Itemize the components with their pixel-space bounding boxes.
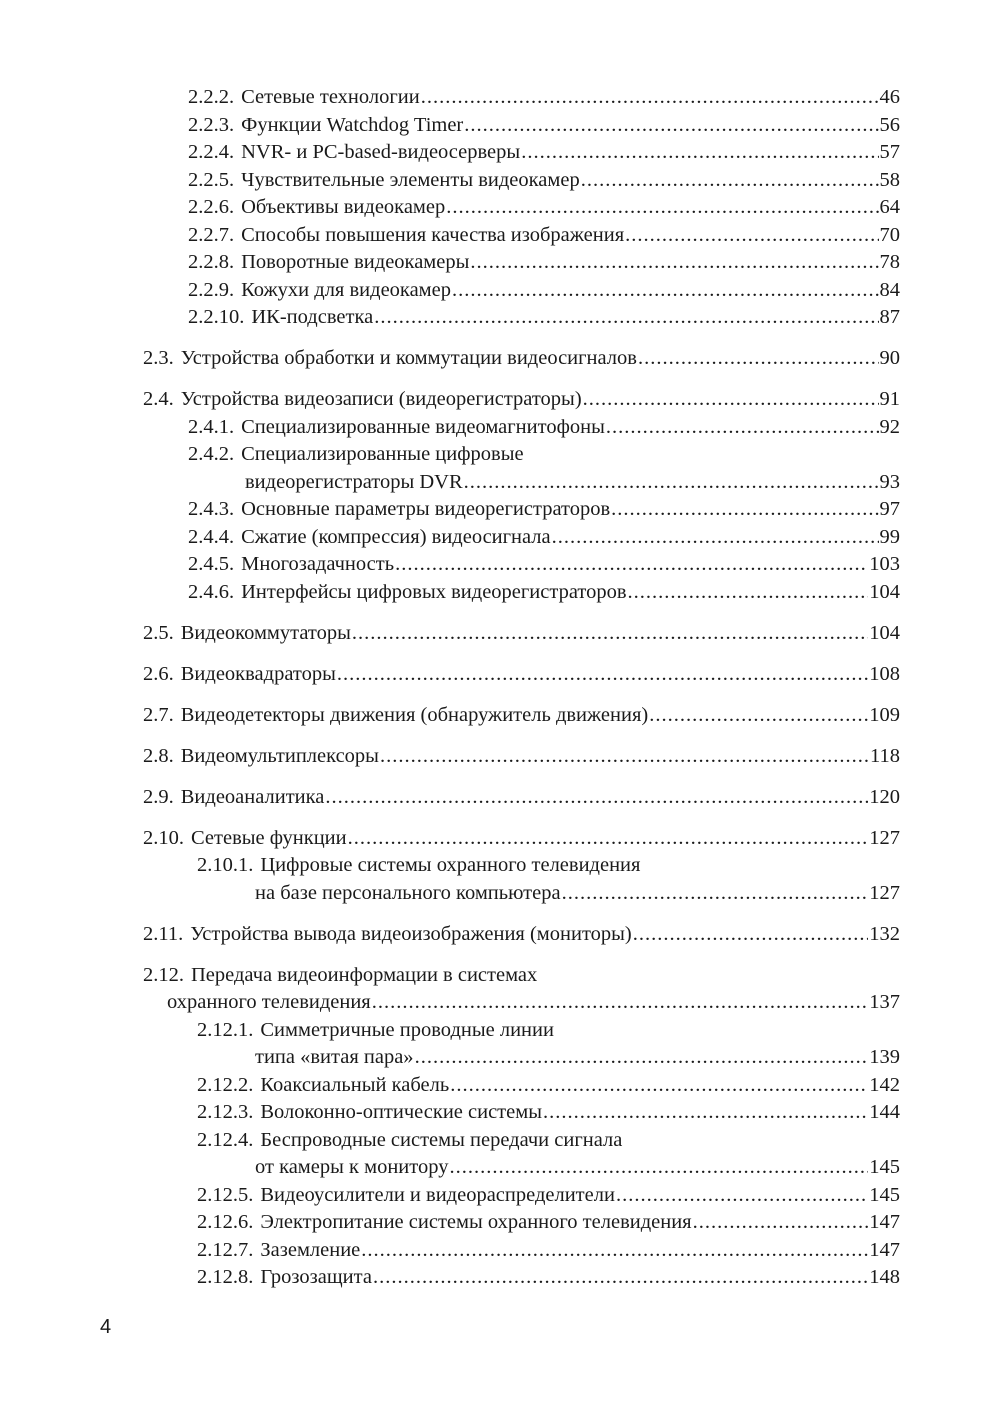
toc-entry-number: 2.2.7. xyxy=(188,223,235,246)
toc-entry[interactable] xyxy=(143,345,900,373)
toc-entry-page: 57 xyxy=(879,141,900,163)
dot-leader xyxy=(337,661,868,689)
toc-entry-title: Сетевые функции xyxy=(191,826,347,849)
toc-entry-title: Цифровые системы охранного телевидения xyxy=(260,854,641,876)
toc-entry[interactable] xyxy=(143,825,900,853)
toc-entry[interactable] xyxy=(143,661,900,689)
toc-entry-page: 148 xyxy=(869,1266,900,1288)
toc-entry-title: Заземление xyxy=(260,1238,361,1261)
toc-entry-number: 2.4. xyxy=(143,388,174,410)
toc-entry-title: Симметричные проводные линии xyxy=(260,1018,554,1041)
toc-entry[interactable] xyxy=(143,277,900,305)
toc-entry-title: ИК-подсветка xyxy=(251,306,374,328)
toc-entry-title: NVR- и PC-based-видеосерверы xyxy=(241,141,521,163)
toc-entry-page: 56 xyxy=(879,113,900,136)
dot-leader xyxy=(543,1099,868,1127)
toc-entry-number: 2.12.3. xyxy=(197,1101,254,1123)
toc-entry-page: 104 xyxy=(869,621,900,644)
dot-leader xyxy=(628,579,869,607)
toc-entry-page: 144 xyxy=(869,1101,900,1123)
toc-entry[interactable] xyxy=(143,852,900,880)
toc-entry[interactable] xyxy=(143,414,900,442)
dot-leader xyxy=(373,1264,868,1292)
toc-entry-title: Специализированные цифровые xyxy=(241,443,524,465)
toc-entry-number: 2.8. xyxy=(143,744,174,767)
toc-entry-title: Устройства видеозаписи (видеорегистраторы) xyxy=(180,388,582,410)
toc-entry-page: 139 xyxy=(869,1046,900,1068)
toc-entry-page: 99 xyxy=(879,525,900,548)
toc-entry[interactable] xyxy=(143,496,900,524)
toc-entry-number: 2.2.9. xyxy=(188,278,235,301)
toc-entry-number: 2.3. xyxy=(143,347,174,369)
toc-entry-page: 103 xyxy=(869,553,900,575)
dot-leader xyxy=(581,167,879,195)
toc-entry[interactable] xyxy=(143,702,900,730)
toc-entry[interactable] xyxy=(143,784,900,812)
toc-entry-title: Основные параметры видеорегистраторов xyxy=(241,498,611,520)
toc-entry-title: Устройства обработки и коммутации видеосигналов xyxy=(180,347,637,369)
toc-entry-title: Видеоаналитика xyxy=(180,785,325,808)
toc-entry-number: 2.12.6. xyxy=(197,1211,254,1233)
toc-entry-number: 2.2.4. xyxy=(188,141,235,163)
toc-entry-title: Видеодетекторы движения (обнаружитель движения) xyxy=(180,703,649,726)
page-number: 4 xyxy=(100,1316,112,1338)
toc-entry-page: 127 xyxy=(869,826,900,849)
toc-entry-page: 108 xyxy=(869,662,900,685)
toc-entry[interactable] xyxy=(143,222,900,250)
toc-entry[interactable] xyxy=(143,962,900,990)
dot-leader xyxy=(616,1182,868,1210)
toc-entry-page: 70 xyxy=(879,223,900,246)
toc-entry-number: 2.6. xyxy=(143,662,174,685)
toc-entry-page: 118 xyxy=(870,744,900,767)
toc-entry-number: 2.4.5. xyxy=(188,553,235,575)
toc-entry-continuation[interactable] xyxy=(143,989,900,1017)
toc-entry-continuation[interactable] xyxy=(143,1044,900,1072)
toc-entry-page: 137 xyxy=(869,991,900,1013)
toc-entry-number: 2.11. xyxy=(143,922,184,945)
toc-entry[interactable] xyxy=(143,620,900,648)
toc-entry-number: 2.4.1. xyxy=(188,415,235,438)
toc-entry-number: 2.10. xyxy=(143,826,184,849)
toc-entry-page: 58 xyxy=(879,168,900,191)
toc-entry[interactable] xyxy=(143,1237,900,1265)
toc-entry[interactable] xyxy=(143,1017,900,1045)
toc-entry[interactable] xyxy=(143,112,900,140)
toc-entry[interactable] xyxy=(143,743,900,771)
toc-entry-number: 2.2.3. xyxy=(188,113,235,136)
toc-entry-title: Многозадачность xyxy=(241,553,395,575)
toc-entry[interactable] xyxy=(143,1264,900,1292)
toc-entry[interactable] xyxy=(143,249,900,277)
toc-entry-number: 2.4.6. xyxy=(188,580,235,603)
toc-entry-title: Видеокоммутаторы xyxy=(180,621,351,644)
toc-entry-title: Кожухи для видеокамер xyxy=(241,278,451,301)
dot-leader xyxy=(446,194,878,222)
toc-entry-page: 84 xyxy=(879,278,900,301)
toc-entry-title: Способы повышения качества изображения xyxy=(241,223,625,246)
dot-leader xyxy=(625,222,878,250)
toc-entry-page: 93 xyxy=(879,470,900,493)
toc-entry-title: Грозозащита xyxy=(260,1266,372,1288)
toc-entry[interactable] xyxy=(143,304,900,332)
toc-entry-title: Сетевые технологии xyxy=(241,86,420,108)
toc-entry-number: 2.2.2. xyxy=(188,86,235,108)
dot-leader xyxy=(348,825,869,853)
toc-entry-page: 64 xyxy=(879,196,900,218)
dot-leader xyxy=(380,743,869,771)
dot-leader xyxy=(452,277,879,305)
toc-entry-number: 2.2.8. xyxy=(188,251,235,273)
toc-entry-title: Видеомультиплексоры xyxy=(180,744,379,767)
toc-entry-number: 2.4.3. xyxy=(188,498,235,520)
dot-leader xyxy=(464,469,879,497)
toc-entry-title: Устройства вывода видеоизображения (мониторы) xyxy=(190,922,632,945)
toc-entry-continuation[interactable] xyxy=(143,469,900,497)
toc-entry-title: Видеоквадраторы xyxy=(180,662,336,685)
toc-entry-page: 145 xyxy=(869,1183,900,1206)
toc-entry[interactable] xyxy=(143,1209,900,1237)
toc-entry-number: 2.10.1. xyxy=(197,854,254,876)
toc-entry[interactable] xyxy=(143,167,900,195)
toc-entry-title-continued: видеорегистраторы DVR xyxy=(245,470,463,493)
toc-entry-title: Чувствительные элементы видеокамер xyxy=(241,168,580,191)
dot-leader xyxy=(449,1154,868,1182)
toc-entry-number: 2.2.10. xyxy=(188,306,245,328)
toc-entry-number: 2.5. xyxy=(143,621,174,644)
toc-entry[interactable] xyxy=(143,524,900,552)
dot-leader xyxy=(374,304,878,332)
dot-leader xyxy=(464,112,878,140)
dot-leader xyxy=(638,345,879,373)
toc-entry-page: 142 xyxy=(869,1073,900,1096)
toc-entry-number: 2.12.7. xyxy=(197,1238,254,1261)
toc-entry-number: 2.2.5. xyxy=(188,168,235,191)
toc-entry[interactable] xyxy=(143,139,900,167)
toc-entry-number: 2.4.4. xyxy=(188,525,235,548)
toc-entry-title: Сжатие (компрессия) видеосигнала xyxy=(241,525,551,548)
toc-entry-title: Специализированные видеомагнитофоны xyxy=(241,415,605,438)
toc-entry-page: 120 xyxy=(869,785,900,808)
dot-leader xyxy=(611,496,878,524)
toc-entry-continuation[interactable] xyxy=(143,880,900,908)
dot-leader xyxy=(395,551,868,579)
dot-leader xyxy=(521,139,878,167)
toc-entry[interactable] xyxy=(143,551,900,579)
toc-entry-page: 147 xyxy=(869,1211,900,1233)
dot-leader xyxy=(421,84,879,112)
toc-entry[interactable] xyxy=(143,1182,900,1210)
toc-entry[interactable] xyxy=(143,386,900,414)
toc-entry[interactable] xyxy=(143,1099,900,1127)
toc-entry-page: 90 xyxy=(879,347,900,369)
toc-entry-page: 104 xyxy=(869,580,900,603)
toc-entry-number: 2.12.5. xyxy=(197,1183,254,1206)
toc-entry-continuation[interactable] xyxy=(143,1154,900,1182)
toc-entry-page: 145 xyxy=(869,1156,900,1178)
toc-entry-title: Волоконно-оптические системы xyxy=(260,1101,542,1123)
toc-entry-number: 2.2.6. xyxy=(188,196,235,218)
toc-entry[interactable] xyxy=(143,1072,900,1100)
toc-entry[interactable] xyxy=(143,441,900,469)
dot-leader xyxy=(552,524,879,552)
toc-entry-page: 78 xyxy=(879,251,900,273)
toc-entry-page: 91 xyxy=(879,388,900,410)
toc-entry-page: 46 xyxy=(879,86,900,108)
toc-entry-title: Интерфейсы цифровых видеорегистраторов xyxy=(241,580,627,603)
toc-entry-title: Поворотные видеокамеры xyxy=(241,251,470,273)
toc-entry-title: Электропитание системы охранного телевидения xyxy=(260,1211,692,1233)
toc-entry-page: 127 xyxy=(869,881,900,904)
toc-entry-page: 97 xyxy=(879,498,900,520)
dot-leader xyxy=(325,784,868,812)
toc-entry-title: Объективы видеокамер xyxy=(241,196,446,218)
dot-leader xyxy=(649,702,868,730)
dot-leader xyxy=(562,880,869,908)
toc-entry-number: 2.12.4. xyxy=(197,1128,254,1151)
toc-entry-number: 2.12.8. xyxy=(197,1266,254,1288)
dot-leader xyxy=(470,249,878,277)
toc-entry-title-continued: на базе персонального компьютера xyxy=(255,881,561,904)
table-of-contents xyxy=(143,84,900,1292)
toc-entry-title-continued: охранного телевидения xyxy=(167,991,371,1013)
dot-leader xyxy=(352,620,868,648)
toc-entry-title: Передача видеоинформации в системах xyxy=(191,963,538,986)
toc-entry-title-continued: типа «витая пара» xyxy=(255,1046,414,1068)
dot-leader xyxy=(372,989,869,1017)
toc-entry-title: Беспроводные системы передачи сигнала xyxy=(260,1128,623,1151)
dot-leader xyxy=(693,1209,869,1237)
dot-leader xyxy=(633,921,868,949)
toc-entry[interactable] xyxy=(143,194,900,222)
toc-entry-page: 109 xyxy=(869,703,900,726)
dot-leader xyxy=(606,414,879,442)
dot-leader xyxy=(415,1044,869,1072)
toc-entry-title: Видеоусилители и видеораспределители xyxy=(260,1183,615,1206)
toc-entry[interactable] xyxy=(143,84,900,112)
dot-leader xyxy=(583,386,879,414)
dot-leader xyxy=(361,1237,868,1265)
toc-entry-title-continued: от камеры к монитору xyxy=(255,1156,449,1178)
toc-entry[interactable] xyxy=(143,921,900,949)
toc-entry-page: 87 xyxy=(879,306,900,328)
toc-entry-page: 92 xyxy=(879,415,900,438)
toc-entry-number: 2.12.2. xyxy=(197,1073,254,1096)
toc-entry-number: 2.4.2. xyxy=(188,443,235,465)
toc-entry-page: 132 xyxy=(869,922,900,945)
toc-entry-number: 2.12.1. xyxy=(197,1018,254,1041)
toc-entry-page: 147 xyxy=(869,1238,900,1261)
toc-entry-title: Коаксиальный кабель xyxy=(260,1073,450,1096)
toc-entry-number: 2.7. xyxy=(143,703,174,726)
toc-entry[interactable] xyxy=(143,1127,900,1155)
toc-entry[interactable] xyxy=(143,579,900,607)
toc-entry-number: 2.9. xyxy=(143,785,174,808)
toc-entry-number: 2.12. xyxy=(143,963,184,986)
dot-leader xyxy=(450,1072,868,1100)
toc-entry-title: Функции Watchdog Timer xyxy=(241,113,464,136)
